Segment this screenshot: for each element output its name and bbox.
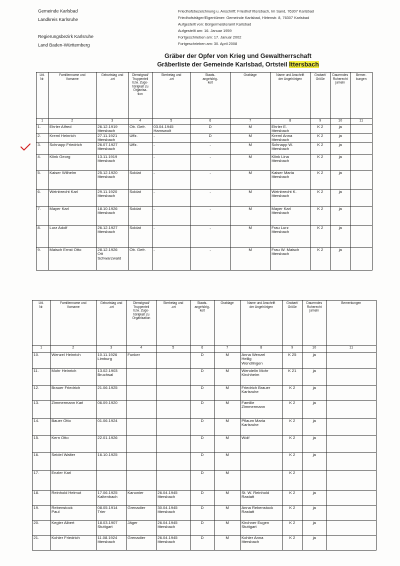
authority-block xyxy=(38,7,94,50)
cell-grablage: M xyxy=(231,248,271,271)
cell-grabart: K 2 xyxy=(311,155,331,171)
cell-dienstgrad: Funker xyxy=(127,353,157,369)
cell-name: Wenzel Heinrich xyxy=(51,353,97,369)
cell-lfd-nr: 21. xyxy=(33,536,51,551)
cell-bemerkungen xyxy=(327,369,377,386)
cell-geburt: 27.11.1921 Ittersbach xyxy=(97,134,129,143)
column-number: 3 xyxy=(97,346,127,353)
cell-dienstgrad: Kanonier xyxy=(127,491,157,506)
cell-dienstgrad: Ob. Gefr. xyxy=(129,125,153,134)
cell-sterbe: - xyxy=(153,171,191,190)
cell-grablage: M xyxy=(231,155,271,171)
column-number: 3 xyxy=(97,119,129,125)
cell-dienstgrad xyxy=(127,419,157,436)
cell-grablage: M xyxy=(215,386,241,401)
cell-sterbe: 26.04.1945 Ittersbach xyxy=(157,491,191,506)
cell-geburt: 11.08.1924 Ittersbach xyxy=(97,536,127,551)
cell-staatsangehoerigkeit: - xyxy=(191,155,231,171)
column-number: 10 xyxy=(331,119,351,125)
column-number: 5 xyxy=(153,119,191,125)
cell-geburt: 01.06.1924 xyxy=(97,419,127,436)
column-number: 7 xyxy=(215,346,241,353)
cell-grabart: K 2 xyxy=(311,207,331,226)
cell-dienstgrad: Soldat xyxy=(129,190,153,207)
cell-bemerkungen xyxy=(351,155,373,171)
cell-lfd-nr: 3. xyxy=(37,143,49,155)
column-number: 6 xyxy=(191,346,215,353)
cell-sterbe xyxy=(157,471,191,491)
cell-grabart: K 21 xyxy=(283,369,303,386)
cell-name: Reinhold Helmut xyxy=(51,491,97,506)
header-staatsangehoerigkeit: Staats- angehörig- keit xyxy=(191,301,215,346)
cell-lfd-nr: 17. xyxy=(33,471,51,491)
cell-grablage: M xyxy=(215,436,241,453)
cell-bemerkungen xyxy=(351,125,373,134)
cell-grablage: M xyxy=(231,190,271,207)
cell-name: Mayer Karl xyxy=(49,207,97,226)
cell-ruherecht: ja xyxy=(303,386,327,401)
cell-grabart: K 2 xyxy=(283,521,303,536)
cell-lfd-nr: 20. xyxy=(33,521,51,536)
cell-staatsangehoerigkeit: D xyxy=(191,491,215,506)
cell-staatsangehoerigkeit: D xyxy=(191,386,215,401)
cell-bemerkungen xyxy=(327,521,377,536)
cell-bemerkungen xyxy=(351,226,373,248)
cell-angehoerige: Familie Zimmermann xyxy=(241,401,283,419)
cell-dienstgrad xyxy=(127,369,157,386)
cell-geburt: 28.12.1926 Ott Schwarzwald xyxy=(97,248,129,271)
cell-grabart: K 2 xyxy=(283,471,303,491)
cell-dienstgrad xyxy=(129,155,153,171)
column-number: 2 xyxy=(51,346,97,353)
column-number: 4 xyxy=(127,346,157,353)
cell-grablage: M xyxy=(231,125,271,134)
cell-bemerkungen xyxy=(351,248,373,271)
cell-bemerkungen xyxy=(327,353,377,369)
cell-sterbe xyxy=(157,419,191,436)
cell-grablage: M xyxy=(231,143,271,155)
cell-geburt: 18.10.1926 Ittersbach xyxy=(97,207,129,226)
cell-ruherecht: ja xyxy=(303,453,327,471)
cell-dienstgrad: Soldat xyxy=(129,171,153,190)
authority-landkreis: Landkreis Karlsruhe xyxy=(38,17,79,22)
cell-grabart: K 2 xyxy=(311,134,331,143)
cell-grabart: K 2 xyxy=(283,386,303,401)
cell-bemerkungen xyxy=(327,491,377,506)
cell-staatsangehoerigkeit: - xyxy=(191,226,231,248)
cell-bemerkungen xyxy=(327,536,377,551)
cell-grablage: M xyxy=(231,171,271,190)
cell-name: Kern Otto xyxy=(51,436,97,453)
cell-grablage: M xyxy=(215,521,241,536)
column-number: 4 xyxy=(129,119,153,125)
cell-dienstgrad xyxy=(127,471,157,491)
cell-sterbe: 26.04.1945 Ittersbach xyxy=(157,536,191,551)
cell-sterbe: - xyxy=(153,226,191,248)
cell-grablage: M xyxy=(215,506,241,521)
cell-name: Klink Georg xyxy=(49,155,97,171)
cell-sterbe: - xyxy=(153,190,191,207)
cell-grablage: M xyxy=(215,453,241,471)
cell-bemerkungen xyxy=(327,401,377,419)
cell-staatsangehoerigkeit: D xyxy=(191,506,215,521)
header-angehoerige: Name und Anschrift der Angehörigen xyxy=(271,73,311,119)
title-line: Gräber der Opfer von Krieg und Gewaltherrschaft xyxy=(164,52,312,60)
column-number: 1 xyxy=(37,119,49,125)
cell-grablage: M xyxy=(215,491,241,506)
cell-lfd-nr: 8. xyxy=(37,226,49,248)
cell-grabart: K 2 xyxy=(311,125,331,134)
cell-name: Rebenstock Paul xyxy=(51,506,97,521)
cell-bemerkungen xyxy=(351,134,373,143)
cell-bemerkungen xyxy=(327,386,377,401)
cell-angehoerige: Klink Lina Ittersbach xyxy=(271,155,311,171)
cell-sterbe xyxy=(157,353,191,369)
authority-regierungsbezirk: Regierungsbezirk Karlsruhe xyxy=(38,34,94,39)
cell-grablage: M xyxy=(215,471,241,491)
cell-grablage: M xyxy=(215,536,241,551)
header-geburt: Geburtstag und -ort xyxy=(97,301,127,346)
cell-dienstgrad: Soldat xyxy=(129,226,153,248)
cell-name: Enzler Karl xyxy=(51,471,97,491)
cell-angehoerige xyxy=(241,471,283,491)
cell-geburt: 10.11.1926 Limburg xyxy=(97,353,127,369)
cell-staatsangehoerigkeit: D xyxy=(191,134,231,143)
cell-dienstgrad: Ob. Gefr. xyxy=(129,248,153,271)
subtitle-line xyxy=(133,61,343,70)
header-grablage: Grablage xyxy=(231,73,271,119)
cell-geburt: 18.03.1907 Stuttgart xyxy=(97,521,127,536)
cell-staatsangehoerigkeit: D xyxy=(191,471,215,491)
cell-geburt: 22.01.1926 xyxy=(97,436,127,453)
cell-ruherecht: ja xyxy=(331,143,351,155)
cell-sterbe xyxy=(157,453,191,471)
cell-grablage: M xyxy=(231,207,271,226)
cell-grabart: K 2 xyxy=(311,171,331,190)
cell-grabart: K 2 xyxy=(311,190,331,207)
cell-dienstgrad: Uffz. xyxy=(129,134,153,143)
cell-angehoerige: Weinbrecht K. Ittersbach xyxy=(271,190,311,207)
column-number: 9 xyxy=(283,346,303,353)
cell-ruherecht: ja xyxy=(331,207,351,226)
header-sterbe: Sterbetag und -ort xyxy=(153,73,191,119)
cell-staatsangehoerigkeit: D xyxy=(191,369,215,386)
column-number: 10 xyxy=(303,346,327,353)
cell-ruherecht: ja xyxy=(331,190,351,207)
header-ruherecht: Dauerndes Ruherecht ja/nein xyxy=(331,73,351,119)
cell-ruherecht: ja xyxy=(331,248,351,271)
cell-staatsangehoerigkeit: D xyxy=(191,536,215,551)
cell-sterbe: 26.04.1945 Ittersbach xyxy=(157,521,191,536)
cell-angehoerige: Kohler Anna Ittersbach xyxy=(241,536,283,551)
header-sterbe: Sterbetag und -ort xyxy=(157,301,191,346)
cell-lfd-nr: 1. xyxy=(37,125,49,134)
cell-geburt: 26.12.1919 Ittersbach xyxy=(97,125,129,134)
header-dienstgrad: Dienstgrad/ Truppenteil bzw. Zuge- hörigkeit zu Organisa- tion xyxy=(129,73,153,119)
cell-ruherecht: ja xyxy=(303,521,327,536)
cell-grabart: K 2 xyxy=(311,248,331,271)
cell-sterbe xyxy=(157,436,191,453)
cell-name: Mohr Heinrich xyxy=(51,369,97,386)
cell-sterbe: - xyxy=(153,134,191,143)
cell-angehoerige: Frau Lurz Ittersbach xyxy=(271,226,311,248)
cell-sterbe xyxy=(157,386,191,401)
cell-ruherecht: ja xyxy=(331,125,351,134)
cell-name: Kreml Heinrich xyxy=(49,134,97,143)
cemetery-info-line: Aufgestellt von: Bürgermeisteramt Karlsbad xyxy=(178,22,252,27)
cell-sterbe: 30.04.1945 Ittersbach xyxy=(157,506,191,521)
cell-sterbe: - xyxy=(153,155,191,171)
column-number: 8 xyxy=(241,346,283,353)
graves-table-page-2 xyxy=(32,300,377,551)
cemetery-info-line: Fortgeschrieben am: 30. April 2008 xyxy=(178,41,238,46)
cell-lfd-nr: 9. xyxy=(37,248,49,271)
cell-angehoerige: Wolf xyxy=(241,436,283,453)
cell-grablage: M xyxy=(215,369,241,386)
cell-sterbe xyxy=(157,369,191,386)
cell-staatsangehoerigkeit: D xyxy=(191,353,215,369)
cell-staatsangehoerigkeit: D xyxy=(191,419,215,436)
cell-lfd-nr: 18. xyxy=(33,491,51,506)
cell-staatsangehoerigkeit: D xyxy=(191,125,231,134)
cell-ruherecht: ja xyxy=(303,353,327,369)
cell-geburt: 06.09.1920 xyxy=(97,401,127,419)
header-lfd-nr: Lfd. Nr. xyxy=(33,301,51,346)
cell-lfd-nr: 7. xyxy=(37,207,49,226)
cell-name: Weinbrecht Karl xyxy=(49,190,97,207)
cell-geburt: 13.02.1903 Bruchsal xyxy=(97,369,127,386)
cell-angehoerige: Anna Rebenstock Rastatt xyxy=(241,506,283,521)
cell-name: Seidel Walter xyxy=(51,453,97,471)
graves-table-page-1 xyxy=(36,72,373,271)
cell-grablage: M xyxy=(215,401,241,419)
cell-angehoerige: Wendelin Mohr Kirchheim xyxy=(241,369,283,386)
cell-geburt xyxy=(97,471,127,491)
cell-angehoerige xyxy=(241,453,283,471)
cell-bemerkungen xyxy=(351,207,373,226)
authority-gemeinde: Gemeinde Karlsbad xyxy=(38,8,78,14)
cell-lfd-nr: 14. xyxy=(33,419,51,436)
header-name: Familienname und Vorname xyxy=(49,73,97,119)
cell-name: Bauer Otto xyxy=(51,419,97,436)
cell-geburt: 16.10.1925 xyxy=(97,453,127,471)
cell-angehoerige: Kirchner Eugen Stuttgart xyxy=(241,521,283,536)
cell-dienstgrad: Soldat xyxy=(129,207,153,226)
cell-grabart: K 2 xyxy=(283,419,303,436)
cell-grablage: M xyxy=(215,353,241,369)
cell-angehoerige: Friedrich Brauer Karlsruhe xyxy=(241,386,283,401)
cell-ruherecht: ja xyxy=(303,536,327,551)
cell-ruherecht: ja xyxy=(303,506,327,521)
header-grabart: Grabart/ Größe xyxy=(311,73,331,119)
cell-ruherecht: ja xyxy=(303,491,327,506)
cell-geburt: 13.11.1919 Ittersbach xyxy=(97,155,129,171)
cell-angehoerige: St. W. Reinhold Rastatt xyxy=(241,491,283,506)
cell-geburt: 29.11.1920 Ittersbach xyxy=(97,190,129,207)
cell-grablage: M xyxy=(215,419,241,436)
cell-dienstgrad: Grenadier xyxy=(127,536,157,551)
cell-lfd-nr: 2. xyxy=(37,134,49,143)
column-number: 2 xyxy=(49,119,97,125)
cell-grabart: K 2 xyxy=(283,453,303,471)
cell-lfd-nr: 6. xyxy=(37,190,49,207)
column-number: 1 xyxy=(33,346,51,353)
header-geburt: Geburtstag und -ort xyxy=(97,73,129,119)
cell-staatsangehoerigkeit: - xyxy=(191,143,231,155)
cell-bemerkungen xyxy=(327,506,377,521)
cell-angehoerige: Pflaum Maria Karlsruhe xyxy=(241,419,283,436)
cemetery-info-line: Fortgeschrieben am: 17. Januar 2002 xyxy=(178,35,242,40)
cell-dienstgrad: Uffz. xyxy=(129,143,153,155)
cell-name: Kaiser Wilhelm xyxy=(49,171,97,190)
subtitle-text: Gräberliste der Gemeinde Karlsbad, Ortsteil xyxy=(157,61,290,68)
header-staatsangehoerigkeit: Staats- angehörig- keit xyxy=(191,73,231,119)
cell-staatsangehoerigkeit: D xyxy=(191,521,215,536)
cell-lfd-nr: 16. xyxy=(33,453,51,471)
column-number: 11 xyxy=(351,119,373,125)
cell-grabart: K 2 xyxy=(311,226,331,248)
highlighted-ortsteil: Ittersbach xyxy=(289,61,319,68)
cemetery-info-block xyxy=(178,8,348,47)
cell-bemerkungen xyxy=(351,143,373,155)
cell-lfd-nr: 10. xyxy=(33,353,51,369)
cell-sterbe: - xyxy=(153,207,191,226)
cell-sterbe: 03.04.1945 Hamswolt xyxy=(153,125,191,134)
cell-dienstgrad: Jäger xyxy=(127,521,157,536)
header-lfd-nr: Lfd. Nr. xyxy=(37,73,49,119)
cell-name: Schnapp Friedrich xyxy=(49,143,97,155)
cell-geburt: 25.12.1920 Ittersbach xyxy=(97,171,129,190)
cell-name: Brauer Friedrich xyxy=(51,386,97,401)
cell-grabart: K 2 xyxy=(311,143,331,155)
cell-grablage: M xyxy=(231,134,271,143)
cemetery-info-line: Aufgestellt am: 16. Januar 1959 xyxy=(178,28,232,33)
red-check-mark-icon xyxy=(20,143,31,151)
cell-angehoerige: Ehrler E. Ittersbach xyxy=(271,125,311,134)
cell-lfd-nr: 19. xyxy=(33,506,51,521)
cell-bemerkungen xyxy=(351,190,373,207)
header-grabart: Grabart/ Größe xyxy=(283,301,303,346)
cell-angehoerige: Mayer Karl Ittersbach xyxy=(271,207,311,226)
cell-grabart: K 2 xyxy=(283,536,303,551)
header-ruherecht: Dauerndes Ruherecht ja/nein xyxy=(303,301,327,346)
cell-name: Lurz Adolf xyxy=(49,226,97,248)
cell-angehoerige: Kaiser Maria Ittersbach xyxy=(271,171,311,190)
authority-land: Land Baden-Württemberg xyxy=(38,42,90,48)
cell-name: Kohler Friedrich xyxy=(51,536,97,551)
cell-grabart: K 2 xyxy=(283,401,303,419)
cell-bemerkungen xyxy=(327,471,377,491)
cell-name: Ehrler Alfred xyxy=(49,125,97,134)
cell-ruherecht: ja xyxy=(331,226,351,248)
document-title xyxy=(133,52,343,69)
column-number: 5 xyxy=(157,346,191,353)
cell-grablage: M xyxy=(231,226,271,248)
column-number: 8 xyxy=(271,119,311,125)
header-name: Familienname und Vorname xyxy=(51,301,97,346)
header-dienstgrad: Dienstgrad/ Truppenteil bzw. Zuge- hörigkeit zu Organisation xyxy=(127,301,157,346)
cell-dienstgrad: Grenadier xyxy=(127,506,157,521)
cell-bemerkungen xyxy=(327,436,377,453)
header-angehoerige: Name und Anschrift der Angehörigen xyxy=(241,301,283,346)
cell-ruherecht: ja xyxy=(303,401,327,419)
cell-staatsangehoerigkeit: D xyxy=(191,401,215,419)
cell-ruherecht: ja xyxy=(303,436,327,453)
cell-dienstgrad xyxy=(127,386,157,401)
cell-staatsangehoerigkeit: - xyxy=(191,248,231,271)
cell-lfd-nr: 15. xyxy=(33,436,51,453)
cell-geburt: 17.06.1925 Kaltenbach xyxy=(97,491,127,506)
cemetery-info-line: Friedhofsträger/Eigentümer: Gemeinde Karlsbad, Hirtenstr. 8, 76307 Karlsbad xyxy=(178,15,310,20)
column-number: 9 xyxy=(311,119,331,125)
cell-ruherecht xyxy=(303,471,327,491)
cell-staatsangehoerigkeit: - xyxy=(191,207,231,226)
cell-ruherecht: ja xyxy=(331,171,351,190)
column-number: 7 xyxy=(231,119,271,125)
cell-lfd-nr: 13. xyxy=(33,401,51,419)
cell-name: Maisch Ernst Otto xyxy=(49,248,97,271)
cell-angehoerige: Frau W. Maisch Ittersbach xyxy=(271,248,311,271)
cell-ruherecht: ja xyxy=(331,155,351,171)
cell-bemerkungen xyxy=(327,453,377,471)
cell-sterbe xyxy=(157,401,191,419)
cell-geburt: 21.06.1925 xyxy=(97,386,127,401)
cell-grabart: K 2 xyxy=(283,506,303,521)
cell-lfd-nr: 11. xyxy=(33,369,51,386)
cell-staatsangehoerigkeit: D xyxy=(191,436,215,453)
cell-lfd-nr: 4. xyxy=(37,155,49,171)
cell-dienstgrad xyxy=(127,401,157,419)
cell-dienstgrad xyxy=(127,453,157,471)
cell-geburt: 26.07.1927 Ittersbach xyxy=(97,143,129,155)
cell-angehoerige: Anna Wenzel Hellig Wendlingen xyxy=(241,353,283,369)
header-grablage: Grablage xyxy=(215,301,241,346)
cell-sterbe: - xyxy=(153,143,191,155)
cell-angehoerige: Kreml Anna Ittersbach xyxy=(271,134,311,143)
cell-staatsangehoerigkeit: D xyxy=(191,453,215,471)
cell-name: Zimmermann Karl xyxy=(51,401,97,419)
cell-staatsangehoerigkeit: - xyxy=(191,171,231,190)
cell-bemerkungen xyxy=(351,171,373,190)
cell-bemerkungen xyxy=(327,419,377,436)
cell-ruherecht: ja xyxy=(331,134,351,143)
cell-angehoerige: Schnapp W. Ittersbach xyxy=(271,143,311,155)
cell-lfd-nr: 12. xyxy=(33,386,51,401)
cell-ruherecht: ja xyxy=(303,419,327,436)
cell-lfd-nr: 5. xyxy=(37,171,49,190)
cell-staatsangehoerigkeit: - xyxy=(191,190,231,207)
cell-grabart: K 25 xyxy=(283,353,303,369)
cell-ruherecht: ja xyxy=(303,369,327,386)
cell-geburt: 08.05.1914 Trier xyxy=(97,506,127,521)
cell-sterbe: - xyxy=(153,248,191,271)
cell-grabart: K 2 xyxy=(283,436,303,453)
column-number: 11 xyxy=(327,346,377,353)
header-bemerkungen: Bemerkungen xyxy=(327,301,377,346)
cell-geburt: 26.12.1927 Ittersbach xyxy=(97,226,129,248)
cemetery-info-line: Friedhofsbezeichnung u. Anschrift: Friedhof Ittersbach, Im Sand, 76307 Karlsbad xyxy=(178,9,314,14)
header-bemerkungen: Bemer- kungen xyxy=(351,73,373,119)
column-number: 6 xyxy=(191,119,231,125)
cell-grabart: K 2 xyxy=(283,491,303,506)
cell-name: Kegler Albert xyxy=(51,521,97,536)
cell-dienstgrad xyxy=(127,436,157,453)
